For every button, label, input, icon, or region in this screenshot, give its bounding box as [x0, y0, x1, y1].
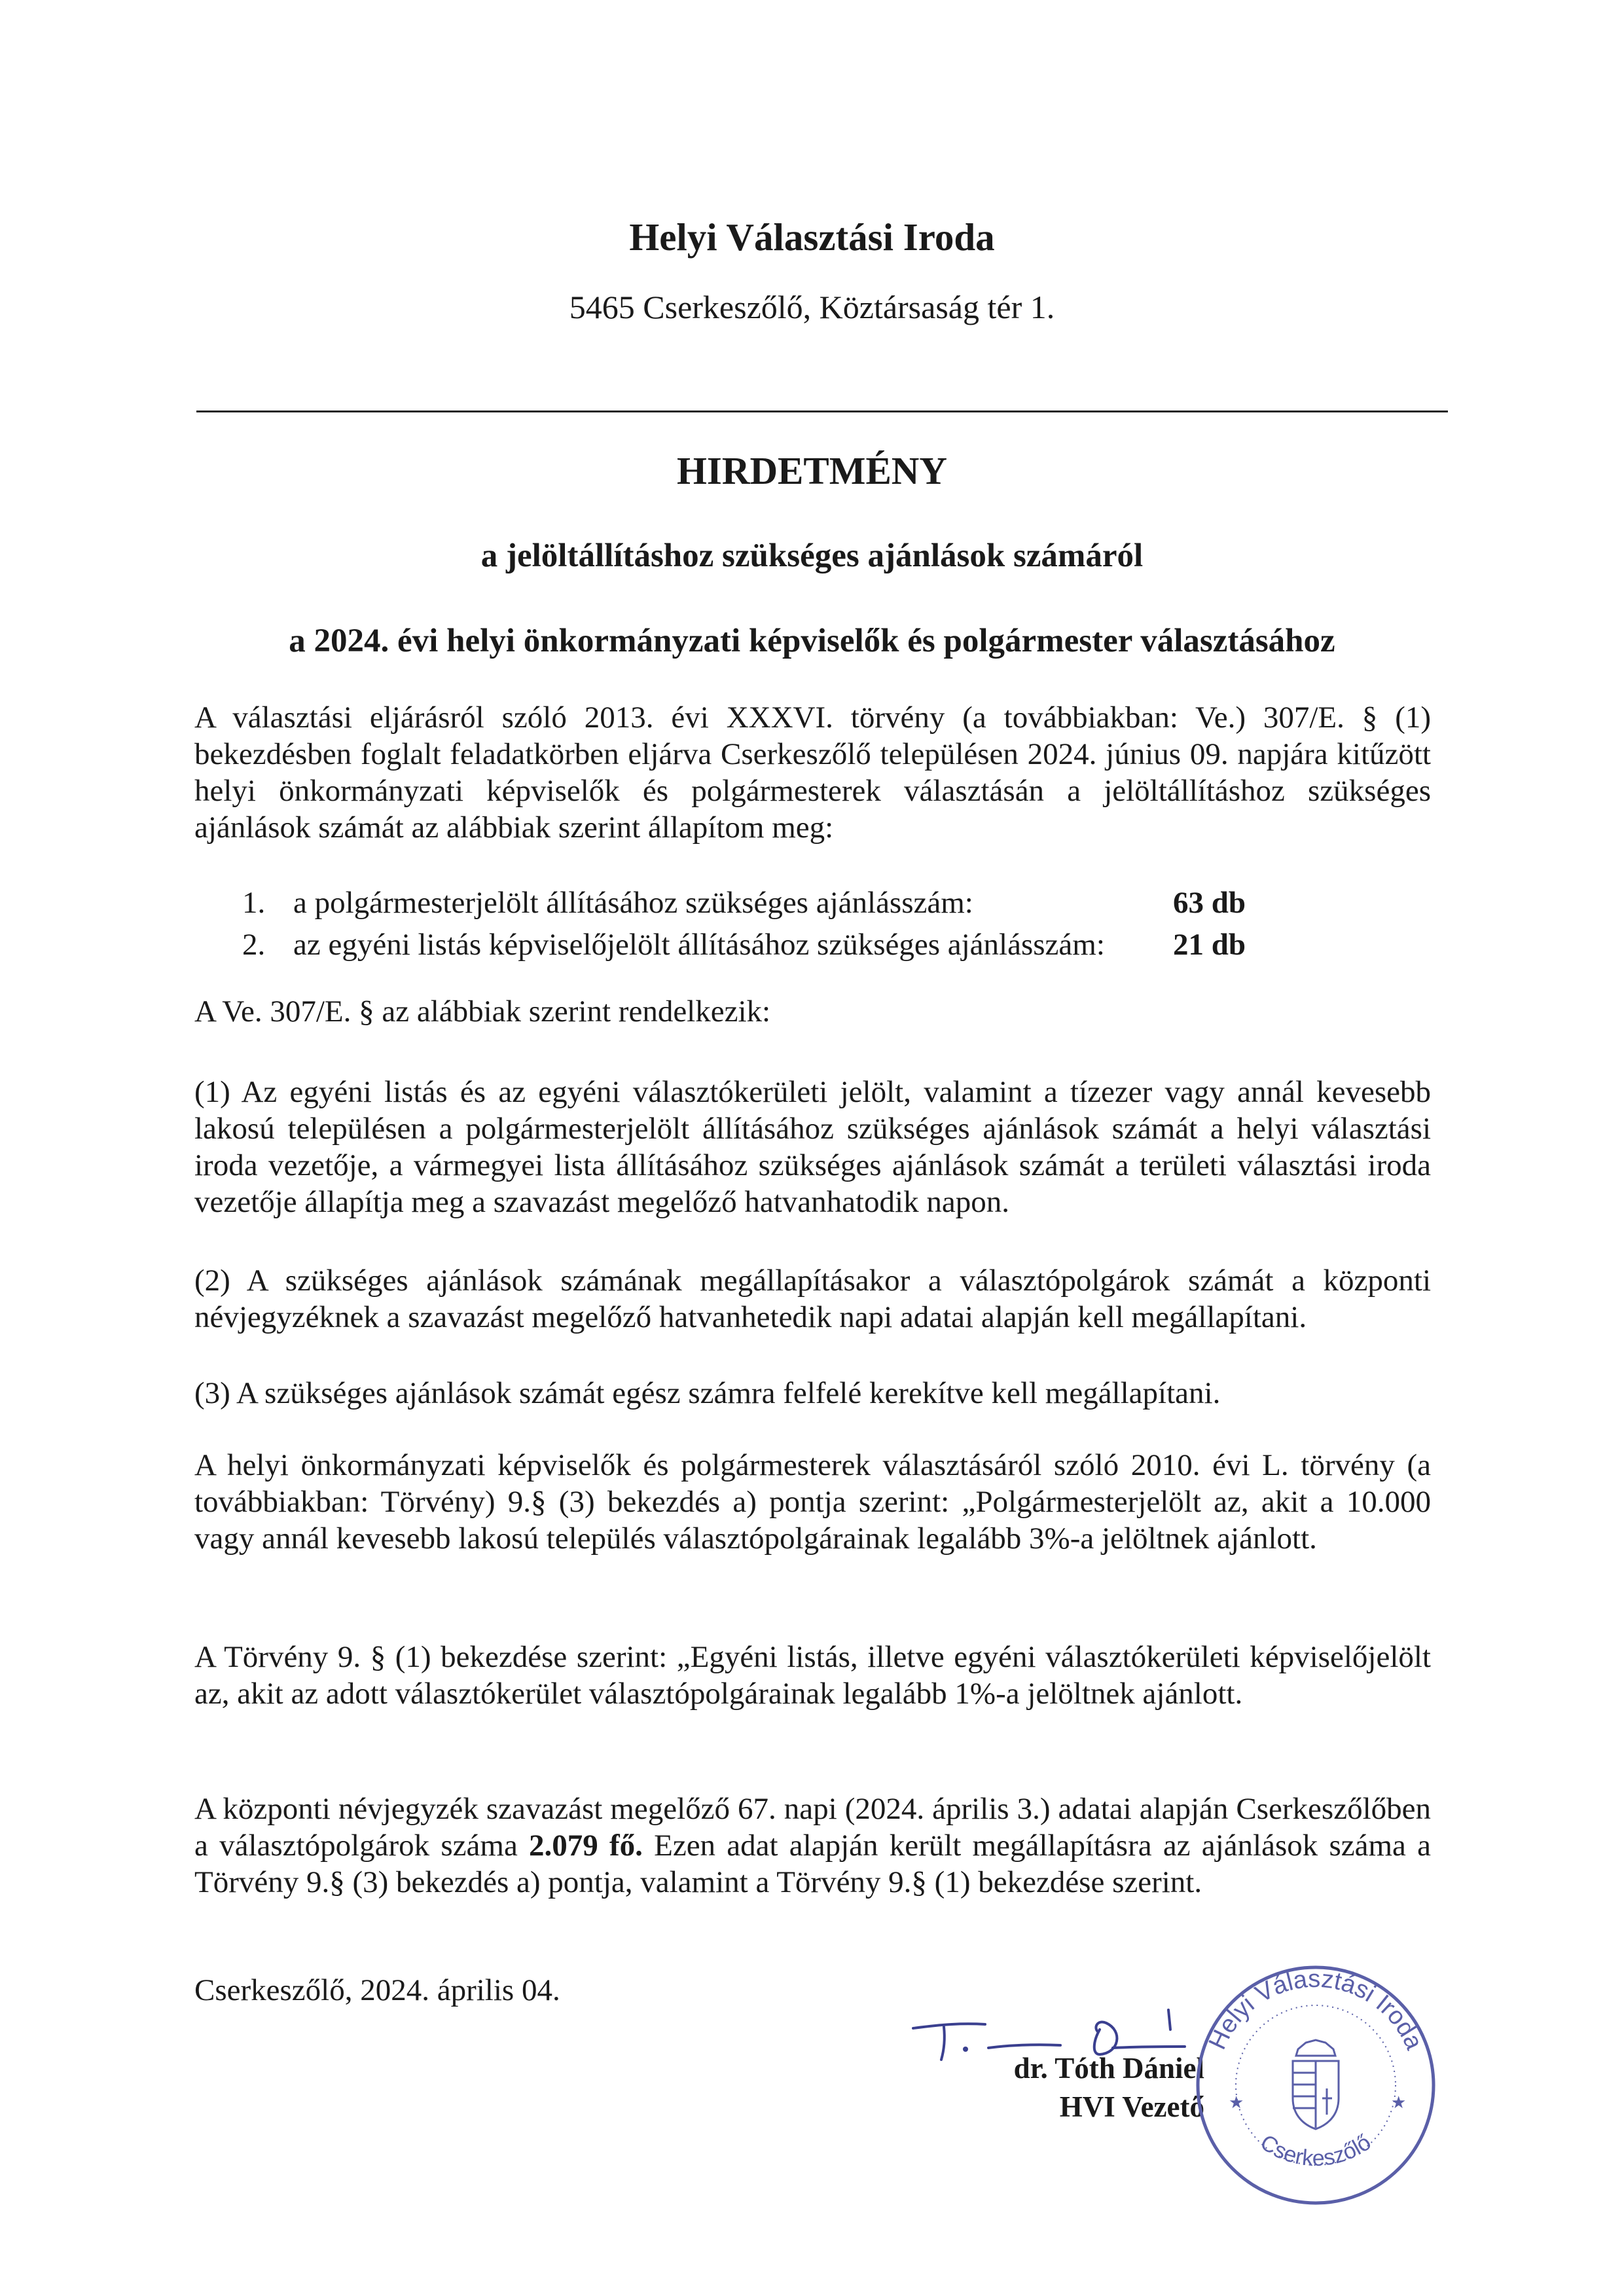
list-item-value: 21 db — [1173, 928, 1246, 962]
list-item-text: az egyéni listás képviselőjelölt állításához szükséges ajánlásszám: — [293, 928, 1105, 962]
stamp-top-text: Helyi Választási Iroda — [1203, 1965, 1428, 2054]
list-item-text: a polgármesterjelölt állításához szükséges ajánlásszám: — [293, 886, 973, 920]
subtitle-recommendations: a jelöltállításhoz szükséges ajánlások számáról — [480, 538, 1144, 574]
list-item-number: 2. — [242, 928, 266, 962]
document-title: HIRDETMÉNY — [676, 449, 948, 492]
star-icon: ★ — [1391, 2093, 1407, 2113]
list-item — [242, 924, 1355, 966]
org-address: 5465 Cserkeszőlő, Köztársaság tér 1. — [569, 289, 1055, 325]
stamp-bottom-text: Cserkeszőlő — [1255, 2130, 1376, 2172]
signer-name: dr. Tóth Dániel — [1013, 2052, 1204, 2085]
header-divider — [196, 410, 1448, 412]
official-stamp — [1188, 1958, 1443, 2213]
section-3: (3) A szükséges ajánlások számát egész számra felfelé kerekítve kell megállapítani. — [194, 1376, 1221, 1410]
intro-paragraph: A választási eljárásról szóló 2013. évi XXXVI. törvény (a továbbiakban: Ve.) 307/E. § (1) bekezdésben foglalt feladatkörben eljárva Cserkeszőlő településen 2024. június 09. napjára kitűzött helyi önkormányzati képviselők és polgármesterek választásán a jelöltállításhoz szükséges ajánlások számát az alábbiak szerint állapítom meg: — [194, 701, 1431, 845]
list-item-value: 63 db — [1173, 886, 1246, 920]
coat-of-arms-icon — [1293, 2040, 1339, 2129]
org-name: Helyi Választási Iroda — [629, 215, 995, 259]
voter-registry-text-after: Ezen adat alapján került megállapításra az ajánlások száma a Törvény 9.§ (3) bekezdés a) pontja, valamint a Törvény 9.§ (1) bekezdése szerint. — [194, 1829, 1431, 1899]
ve-intro: A Ve. 307/E. § az alábbiak szerint rendelkezik: — [194, 994, 771, 1029]
signer-title: HVI Vezető — [1059, 2090, 1204, 2123]
place-date: Cserkeszőlő, 2024. április 04. — [194, 1973, 560, 2007]
voter-count: 2.079 fő. — [529, 1829, 643, 1863]
section-2: (2) A szükséges ajánlások számának megállapításakor a választópolgárok számát a központi névjegyzéknek a szavazást megelőző hatvanhetedik napi adatai alapján kell megállapítani. — [194, 1264, 1431, 1334]
subtitle-election: a 2024. évi helyi önkormányzati képviselők és polgármester választásához — [289, 623, 1335, 659]
law-paragraph: A helyi önkormányzati képviselők és polgármesterek választásáról szóló 2010. évi L. törvény (a továbbiakban: Törvény) 9.§ (3) bekezdés a) pontja szerint: „Polgármesterjelölt az, akit a 10.000 vagy annál kevesebb lakosú település választópolgárainak legalább 3%-a jelöltnek ajánlott. — [194, 1448, 1431, 1556]
list-item — [242, 882, 1355, 924]
star-icon: ★ — [1229, 2093, 1244, 2113]
voter-registry-text-before: A központi névjegyzék szavazást megelőző 67. napi (2024. április 3.) adatai alapján Cserkeszőlőben a választópolgárok száma — [194, 1792, 1431, 1863]
recommendation-list — [242, 882, 1355, 966]
section-1: (1) Az egyéni listás és az egyéni választókerületi jelölt, valamint a tízezer vagy annál kevesebb lakosú településen a polgármesterjelölt állításához szükséges ajánlások számát a helyi választási iroda vezetője, a vármegyei lista állításához szükséges ajánlások számát a területi választási iroda vezetője állapítja meg a szavazást megelőző hatvanhatodik napon. — [194, 1075, 1431, 1219]
voter-registry-paragraph — [194, 1791, 1431, 1901]
list-item-number: 1. — [242, 886, 266, 920]
law-9-1-paragraph: A Törvény 9. § (1) bekezdése szerint: „Egyéni listás, illetve egyéni választókerületi képviselőjelölt az, akit az adott választókerület választópolgárainak legalább 1%-a jelöltnek ajánlott. — [194, 1640, 1431, 1711]
